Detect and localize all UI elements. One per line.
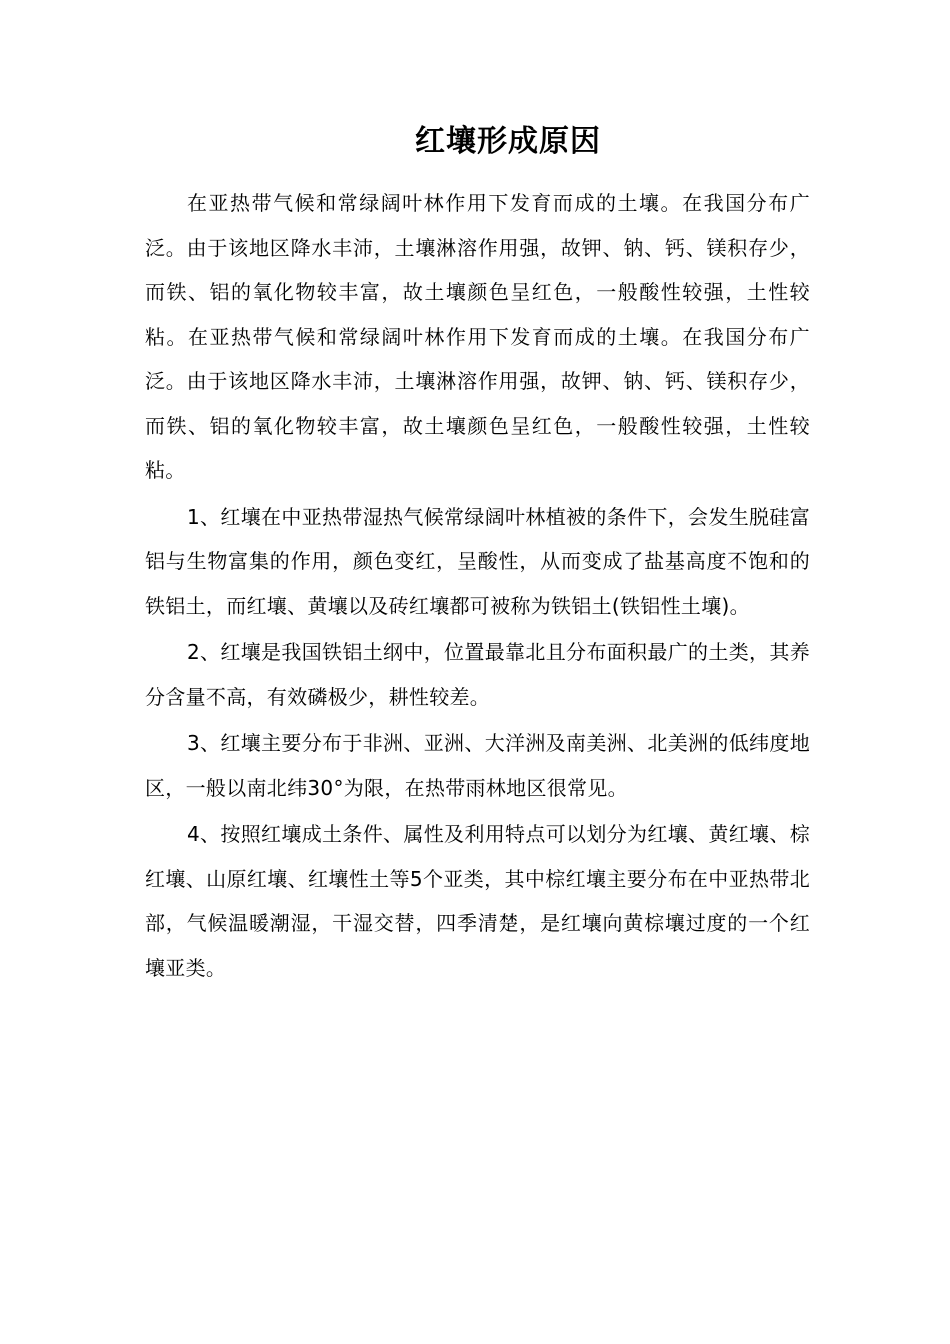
point-1-paragraph: 1、红壤在中亚热带湿热气候常绿阔叶林植被的条件下，会发生脱硅富铝与生物富集的作用，颜色变红，呈酸性，从而变成了盐基高度不饱和的铁铝土，而红壤、黄壤以及砖红壤都可被称为铁铝土(铁铝性土壤)。: [145, 504, 810, 618]
point-2-paragraph: 2、红壤是我国铁铝土纲中，位置最靠北且分布面积最广的土类，其养分含量不高，有效磷极少，耕性较差。: [145, 640, 810, 709]
document-title: 红壤形成原因: [415, 124, 601, 159]
point-4-paragraph: 4、按照红壤成土条件、属性及利用特点可以划分为红壤、黄红壤、棕红壤、山原红壤、红壤性土等5个亚类，其中棕红壤主要分布在中亚热带北部，气候温暖潮湿，干湿交替，四季清楚，是红壤向黄棕壤过度的一个红壤亚类。: [145, 822, 810, 980]
document-body: [145, 181, 810, 990]
point-3-paragraph: 3、红壤主要分布于非洲、亚洲、大洋洲及南美洲、北美洲的低纬度地区，一般以南北纬30°为限，在热带雨林地区很常见。: [145, 731, 810, 800]
intro-paragraph: 在亚热带气候和常绿阔叶林作用下发育而成的土壤。在我国分布广泛。由于该地区降水丰沛，土壤淋溶作用强，故钾、钠、钙、镁积存少，而铁、铝的氧化物较丰富，故土壤颜色呈红色，一般酸性较强，土性较粘。在亚热带气候和常绿阔叶林作用下发育而成的土壤。在我国分布广泛。由于该地区降水丰沛，土壤淋溶作用强，故钾、钠、钙、镁积存少，而铁、铝的氧化物较丰富，故土壤颜色呈红色，一般酸性较强，土性较粘。: [145, 191, 810, 482]
